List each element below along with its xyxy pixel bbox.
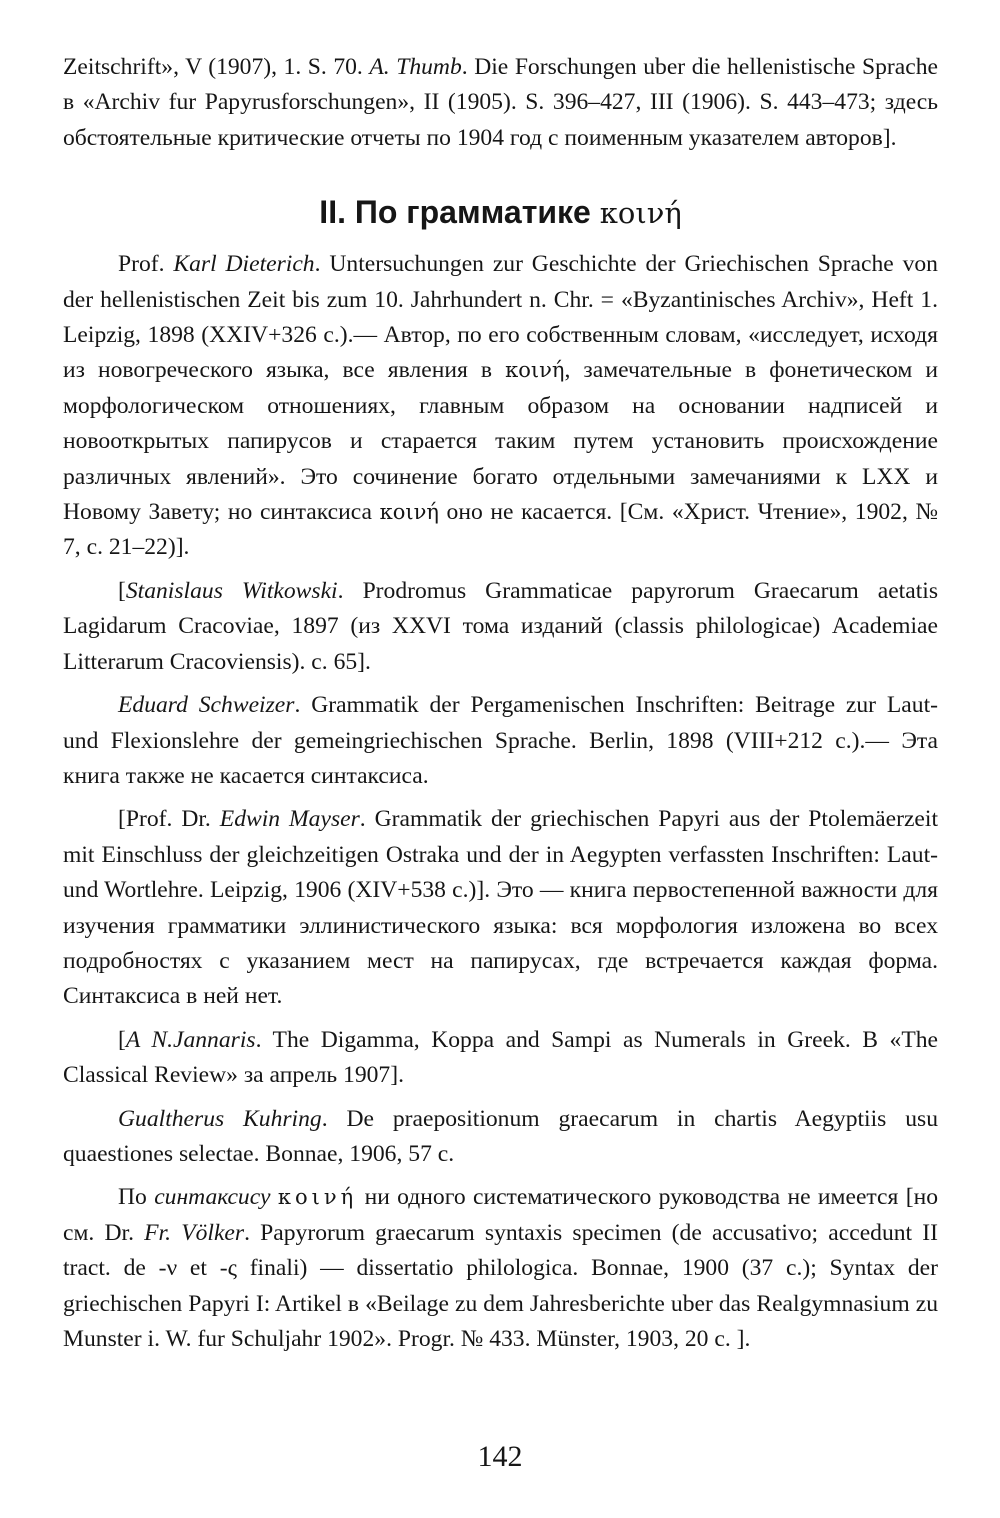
entry-mayser [63,802,938,1014]
text-run: [ [118,577,126,604]
page-body [63,50,938,1357]
text-run: . Papyrorum graecarum syntaxis specimen (de accusativo; accedunt II tract. de -ν et -ς finali) — dissertatio philologica. Bonnae, 1900 (37 с.); Syntax der griechischen Papyri I: Artikel в «Beilage zu dem Jahresberichte uber das Realgymnasium zu Munster i. W. fur Schuljahr 1902». Progr. № 433. Münster, 1903, 20 с. ]. [63,1219,939,1352]
text-run: Prof. [118,251,174,278]
author-name: Stanislaus Witkowski [125,577,338,604]
text-run: По [118,1184,155,1211]
top-paragraph [63,50,938,156]
entry-dieterich [63,247,938,566]
text-run: , замечательные в фонетическом и морфологическом отношениях, главным образом на основании надписей и новооткрытых папирусов и старается таким путем установить происхождение различных явлений». Это сочинение богато отдельными замечаниями к LXX и Новому Завету; но синтаксиса [63,357,938,526]
text-run: . Die Forschungen uber die hellenistische Sprache в «Archiv fur Papyrusforschungen», II (1905). S. 396–427, III (1906). S. 443–473; здесь обстоятельные критические отчеты по 1904 год с поименным указателем авторов]. [63,54,938,151]
entry-kuhring [63,1102,938,1173]
greek-word: κοινή [505,358,565,383]
text-run: . The Digamma, Koppa and Sampi as Numerals in Greek. В «The Classical Review» за апрель 1907]. [63,1026,938,1089]
author-name: Eduard Schweizer [118,692,295,719]
author-name: Edwin Mayser [219,806,360,833]
text-run: . Grammatik der griechischen Papyri aus der Ptolemäerzeit mit Einschluss der gleichzeitigen Ostraka und der in Aegypten verfassten Inschriften: Laut- und Wortlehre. Leipzig, 1906 (XIV+538 с.)]. Это — книга первостепенной важности для изучения грамматики эллинистического языка: вся морфология изложена во всех подробностях с указанием мест на папирусах, где встречается каждая форма. Синтаксиса в ней нет. [63,806,938,1010]
section-heading [63,192,938,233]
author-name: Gualtherus Kuhring [118,1105,322,1132]
greek-word: κοινή [277,1185,358,1210]
author-name: A N.Jannaris [125,1026,256,1053]
text-run [271,1184,278,1210]
text-run: оно не касается. [См. «Христ. Чтение», 1902, № 7, с. 21–22)]. [63,499,938,561]
author-name: Fr. Völker [144,1219,245,1246]
author-name: Karl Dieterich [173,251,315,278]
greek-word: κοινή [379,500,439,525]
entry-schweizer [63,688,938,794]
text-run: [ [118,1026,126,1053]
text-run: [Prof. Dr. [118,806,220,833]
heading-text: II. По грамматике [319,194,600,231]
entry-syntax [63,1180,938,1357]
text-run: . Prodromus Grammaticae papyrorum Graecarum aetatis Lagidarum Cracoviae, 1897 (из XXVI тома изданий (classis philologicae) Academiae Litterarum Cracoviensis). с. 65]. [63,577,938,675]
text-run: . De praepositionum graecarum in chartis Aegyptiis usu quaestiones selectae. Bonnae, 1906, 57 с. [63,1105,938,1167]
entry-jannaris [63,1023,938,1094]
entry-witkowski [63,574,938,680]
heading-greek: κοινή [599,196,682,231]
italic-word: синтаксису [154,1184,271,1211]
text-run: ни одного систематического руководства не имеется [но см. Dr. [63,1184,938,1246]
text-run: . Grammatik der Pergamenischen Inschriften: Beitrage zur Laut- und Flexionslehre der gemeingriechischen Sprache. Berlin, 1898 (VIII+212 с.).— Эта книга также не касается синтаксиса. [63,692,938,789]
page-number: 142 [477,1440,523,1473]
text-run: . Untersuchungen zur Geschichte der Griechischen Sprache von der hellenistischen Zeit bis zum 10. Jahrhundert n. Chr. = «Byzantinisches Archiv», Heft 1. Leipzig, 1898 (XXIV+326 с.).— Автор, по его собственным словам, «исследует, исходя из новогреческого языка, все явления в [63,251,938,384]
author-name: A. Thumb [369,54,462,80]
text-run: Zeitschrift», V (1907), 1. S. 70. [63,54,370,80]
